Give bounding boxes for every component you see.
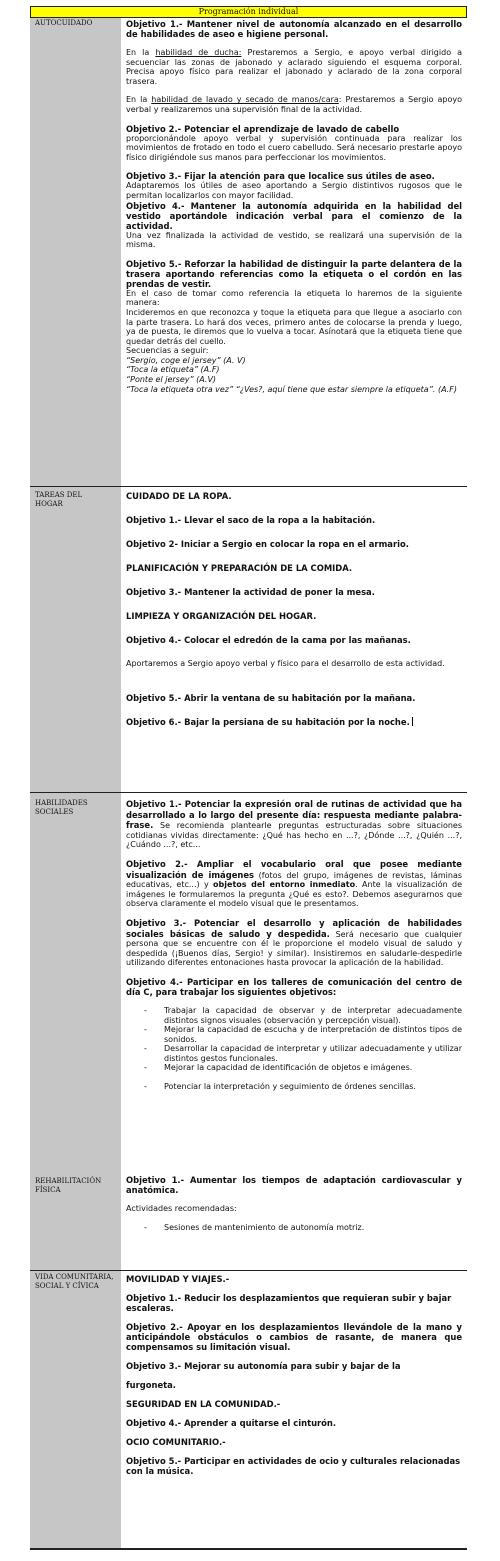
objective-title: furgoneta. bbox=[126, 1380, 176, 1390]
subsection-heading: MOVILIDAD Y VIAJES.- bbox=[126, 1274, 230, 1284]
objective-title: Objetivo 2- Iniciar a Sergio en colocar la ropa en el armario. bbox=[126, 539, 409, 549]
bottom-rule bbox=[30, 1548, 467, 1550]
section-vida-comunitaria bbox=[126, 1274, 462, 1476]
objective-list bbox=[126, 1082, 462, 1092]
objective-title: Objetivo 1.- Llevar el saco de la ropa a la habitación. bbox=[126, 515, 376, 525]
objective-title: Objetivo 4.- Aprender a quitarse el cinturón. bbox=[126, 1418, 337, 1428]
paragraph: Objetivo 2.- Ampliar el vocabulario oral que posee mediante visualización de imágenes (fotos del grupo, imágenes de revistas, láminas educativas, etc...) y objetos del entorno inmediato. Ante la visualización de imágenes le formularemos la pregunta ¿Qué es esto?. Debemos asegurarnos que observa claramente el modelo visual que le presentamos. bbox=[126, 858, 463, 909]
list-item: - Desarrollar la capacidad de interpretar y utilizar adecuadamente y utilizar distintos gestos funcionales. bbox=[164, 1044, 462, 1063]
header-bar bbox=[30, 6, 467, 18]
objective-title: Objetivo 5.- Abrir la ventana de su habitación por la mañana. bbox=[126, 692, 416, 703]
paragraph: proporcionándole apoyo verbal y supervisión continuada para realizar los movimientos de frotado en todo el cuero cabelludo. Será necesario prestarle apoyo físico dirigiéndole sus manos para perfeccionar los movimientos. bbox=[126, 133, 462, 162]
list-item: - Mejorar la capacidad de escucha y de interpretación de distintos tipos de sonidos. bbox=[164, 1025, 462, 1044]
objective-title: Objetivo 6.- Bajar la persiana de su habitación por la noche. bbox=[126, 717, 462, 727]
activity-list bbox=[126, 1223, 462, 1233]
objective-title: Objetivo 5.- Reforzar la habilidad de distinguir la parte delantera de la trasera aportando referencias como la etiqueta o el cordón en las prendas de vestir. bbox=[126, 258, 462, 289]
category-habilidades-sociales: HABILIDADES SOCIALES bbox=[35, 799, 88, 816]
objective-title: Objetivo 4.- Mantener la autonomía adquirida en la habilidad del vestido aportándole indicación verbal para el comienzo de la actividad. bbox=[126, 200, 462, 231]
objective-title: Objetivo 3.- Fijar la atención para que localice sus útiles de aseo. bbox=[126, 171, 435, 182]
sequence-item: “Toca la etiqueta” (A.F) bbox=[126, 365, 220, 375]
list-item: - Potenciar la interpretación y seguimiento de órdenes sencillas. bbox=[164, 1082, 462, 1092]
paragraph: Secuencias a seguir: bbox=[126, 346, 209, 356]
paragraph: Objetivo 1.- Potenciar la expresión oral de rutinas de actividad que ha desarrollado a lo largo del presente día: respuesta mediante palabra-frase. Se recomienda plantearle preguntas estructuradas sobre situaciones cotidianas vividas directamente: ¿Qué has hecho en ...?, ¿Dónde ...?, ¿Quién ...?, ¿Cuándo ...?, etc... bbox=[126, 799, 462, 850]
objective-title: Objetivo 3.- Mejorar su autonomía para subir y bajar de la bbox=[126, 1361, 401, 1371]
objective-title: Objetivo 5.- Participar en actividades de ocio y culturales relacionadas con la música. bbox=[126, 1456, 461, 1476]
section-habilidades-sociales bbox=[126, 799, 462, 1092]
category-rehabilitacion-fisica: REHABILITACIÓN FÍSICA bbox=[35, 1177, 102, 1194]
list-item: - Mejorar la capacidad de identificación de objetos e imágenes. bbox=[164, 1063, 462, 1073]
section-autocuidado bbox=[126, 19, 462, 394]
paragraph: Adaptaremos los útiles de aseo aportando a Sergio distintivos rugosos que le permitan localizarlos con mayor facilidad. bbox=[126, 181, 462, 200]
category-autocuidado: AUTOCUIDADO bbox=[35, 19, 93, 27]
objective-title: Objetivo 2.- Apoyar en los desplazamientos llevándole de la mano y anticipándole obstáculos o cambios de rasante, de manera que compensamos su limitación visual. bbox=[126, 1322, 462, 1352]
text-cursor bbox=[412, 717, 413, 726]
sequence-item: “Toca la etiqueta otra vez” “¿Ves?, aquí tiene que estar siempre la etiqueta”. (A.F) bbox=[126, 384, 457, 394]
header-title: Programación individual bbox=[198, 7, 299, 16]
objective-title: Objetivo 4.- Colocar el edredón de la cama por las mañanas. bbox=[126, 635, 411, 645]
paragraph: Actividades recomendadas: bbox=[126, 1204, 237, 1213]
paragraph: Una vez finalizada la actividad de vestido, se realizará una supervisión de la misma. bbox=[126, 230, 462, 250]
paragraph: Aportaremos a Sergio apoyo verbal y físico para el desarrollo de esta actividad. bbox=[126, 659, 445, 668]
section-rehabilitacion-fisica bbox=[126, 1175, 462, 1232]
subsection-heading: SEGURIDAD EN LA COMUNIDAD.- bbox=[126, 1399, 281, 1409]
paragraph: En el caso de tomar como referencia la etiqueta lo haremos de la siguiente manera: bbox=[126, 288, 462, 308]
objective-title: Objetivo 2.- Potenciar el aprendizaje de lavado de cabello bbox=[126, 123, 400, 134]
category-column bbox=[30, 18, 121, 1548]
section-divider bbox=[30, 1270, 467, 1271]
subsection-heading: CUIDADO DE LA ROPA. bbox=[126, 491, 232, 501]
list-item: - Sesiones de mantenimiento de autonomía motriz. bbox=[164, 1223, 462, 1233]
objective-title: Objetivo 3.- Mantener la actividad de poner la mesa. bbox=[126, 587, 375, 597]
objective-title: Objetivo 1.- Mantener nivel de autonomía alcanzado en el desarrollo de habilidades de aseo e higiene personal. bbox=[126, 19, 462, 39]
sequence-item: “Sergio, coge el jersey” (A. V) bbox=[126, 355, 246, 365]
list-item: - Trabajar la capacidad de observar y de interpretar adecuadamente distintos signos visuales (observación y percepción visual). bbox=[164, 1006, 462, 1025]
category-vida-comunitaria: VIDA COMUNITARIA, SOCIAL Y CÍVICA bbox=[35, 1273, 114, 1290]
paragraph: Objetivo 3.- Potenciar el desarrollo y aplicación de habilidades sociales básicas de saludo y despedida. Será necesario que cualquier persona que se encuentre con él le proporcione el modelo visual de saludo y despedida (¡Buenos días, Sergio! y similar). Insistiremos en saludarle-despedirle utilizando diferentes entonaciones hasta provocar la aplicación de la habilidad. bbox=[126, 917, 463, 968]
section-tareas-hogar bbox=[126, 491, 462, 727]
paragraph: En la habilidad de lavado y secado de manos/cara: Prestaremos a Sergio apoyo verbal y realizaremos una supervisión final de la actividad. bbox=[126, 95, 463, 114]
objective-list bbox=[126, 1006, 462, 1073]
subsection-heading: PLANIFICACIÓN Y PREPARACIÓN DE LA COMIDA. bbox=[126, 563, 353, 573]
subsection-heading: LIMPIEZA Y ORGANIZACIÓN DEL HOGAR. bbox=[126, 611, 317, 621]
objective-title: Objetivo 1.- Aumentar los tiempos de adaptación cardiovascular y anatómica. bbox=[126, 1175, 462, 1195]
paragraph: En la habilidad de ducha: Prestaremos a Sergio, e apoyo verbal dirigido a secuenciar las zonas de jabonado y aclarado siguiendo el esquema corporal. Precisa apoyo físico para realizar el jabonado y aclarado de la zona corporal trasera. bbox=[126, 48, 463, 86]
subsection-heading: OCIO COMUNITARIO.- bbox=[126, 1437, 226, 1447]
category-tareas-hogar: TAREAS DEL HOGAR bbox=[35, 491, 83, 508]
objective-title: Objetivo 1.- Reducir los desplazamientos que requieran subir y bajar escaleras. bbox=[126, 1293, 452, 1313]
paragraph: Incideremos en que reconozca y toque la etiqueta para que llegue a asociarlo con la parte trasera. Lo hará dos veces, primero antes de colocarse la prenda y luego, ya de puesta, le diremos que lo vuelva a tocar. Asínotará que la etiqueta tiene que quedar detrás del cuello. bbox=[126, 307, 462, 346]
section-divider bbox=[30, 792, 467, 793]
objective-title: Objetivo 4.- Participar en los talleres de comunicación del centro de día C, para trabajar los siguientes objetivos: bbox=[126, 976, 462, 997]
sequence-item: “Ponte el jersey” (A.V) bbox=[126, 375, 217, 385]
section-divider bbox=[30, 486, 467, 487]
